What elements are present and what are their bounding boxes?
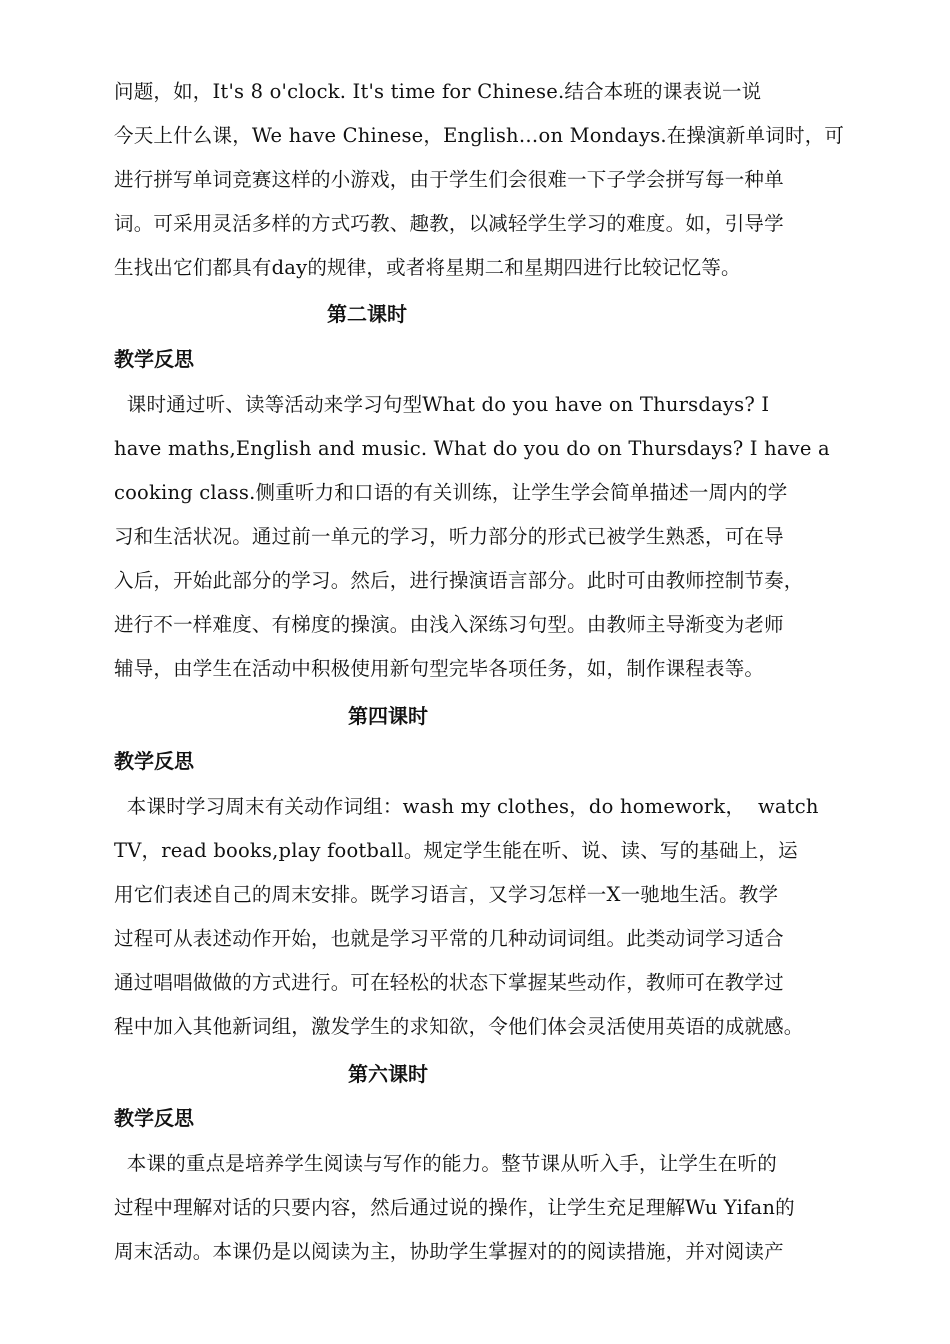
paragraph-line: 过程可从表述动作开始，也就是学习平常的几种动词词组。此类动词学习适合 [114,927,784,950]
section-title: 第六课时 [348,1062,428,1086]
paragraph-line: cooking class.侧重听力和口语的有关训练，让学生学会简单描述一周内的学 [114,481,788,504]
paragraph-line: 问题，如，It's 8 o'clock. It's time for Chinese.结合本班的课表说一说 [114,80,762,103]
paragraph-line: 用它们表述自己的周末安排。既学习语言，又学习怎样一X一驰地生活。教学 [114,883,779,906]
paragraph-line: 习和生活状况。通过前一单元的学习，听力部分的形式已被学生熟悉，可在导 [114,525,784,548]
section-title: 第二课时 [327,302,407,326]
paragraph-line: 词。可采用灵活多样的方式巧教、趣教，以减轻学生学习的难度。如，引导学 [114,212,784,235]
paragraph-line: 程中加入其他新词组，激发学生的求知欲，令他们体会灵活使用英语的成就感。 [114,1015,804,1038]
paragraph-line: 辅导，由学生在活动中积极使用新句型完毕各项任务，如，制作课程表等。 [114,657,765,680]
paragraph-line: 本课的重点是培养学生阅读与写作的能力。整节课从听入手，让学生在听的 [114,1152,777,1175]
paragraph-line: 今天上什么课，We have Chinese，English…on Mondays.在操演新单词时，可 [114,124,845,147]
section-title: 第四课时 [348,704,428,728]
section-heading: 教学反思 [114,749,194,773]
paragraph-line: 生找出它们都具有day的规律，或者将星期二和星期四进行比较记忆等。 [114,256,741,279]
paragraph-line: 通过唱唱做做的方式进行。可在轻松的状态下掌握某些动作，教师可在教学过 [114,971,784,994]
paragraph-line: 课时通过听、读等活动来学习句型What do you have on Thursdays? I [114,393,770,416]
section-heading: 教学反思 [114,1106,194,1130]
paragraph-line: 入后，开始此部分的学习。然后，进行操演语言部分。此时可由教师控制节奏， [114,569,804,592]
paragraph-line: TV，read books,play football。规定学生能在听、说、读、写的基础上，运 [114,839,798,862]
paragraph-line: 过程中理解对话的只要内容，然后通过说的操作，让学生充足理解Wu Yifan的 [114,1196,795,1219]
paragraph-line: 周末活动。本课仍是以阅读为主，协助学生掌握对的的阅读措施，并对阅读产 [114,1240,784,1263]
paragraph-line: 进行不一样难度、有梯度的操演。由浅入深练习句型。由教师主导渐变为老师 [114,613,784,636]
section-heading: 教学反思 [114,347,194,371]
paragraph-line: 进行拼写单词竞赛这样的小游戏，由于学生们会很难一下子学会拼写每一种单 [114,168,784,191]
paragraph-line: have maths,English and music. What do you do on Thursdays? I have a [114,437,830,460]
paragraph-line: 本课时学习周末有关动作词组：wash my clothes，do homework， watch [114,795,819,818]
